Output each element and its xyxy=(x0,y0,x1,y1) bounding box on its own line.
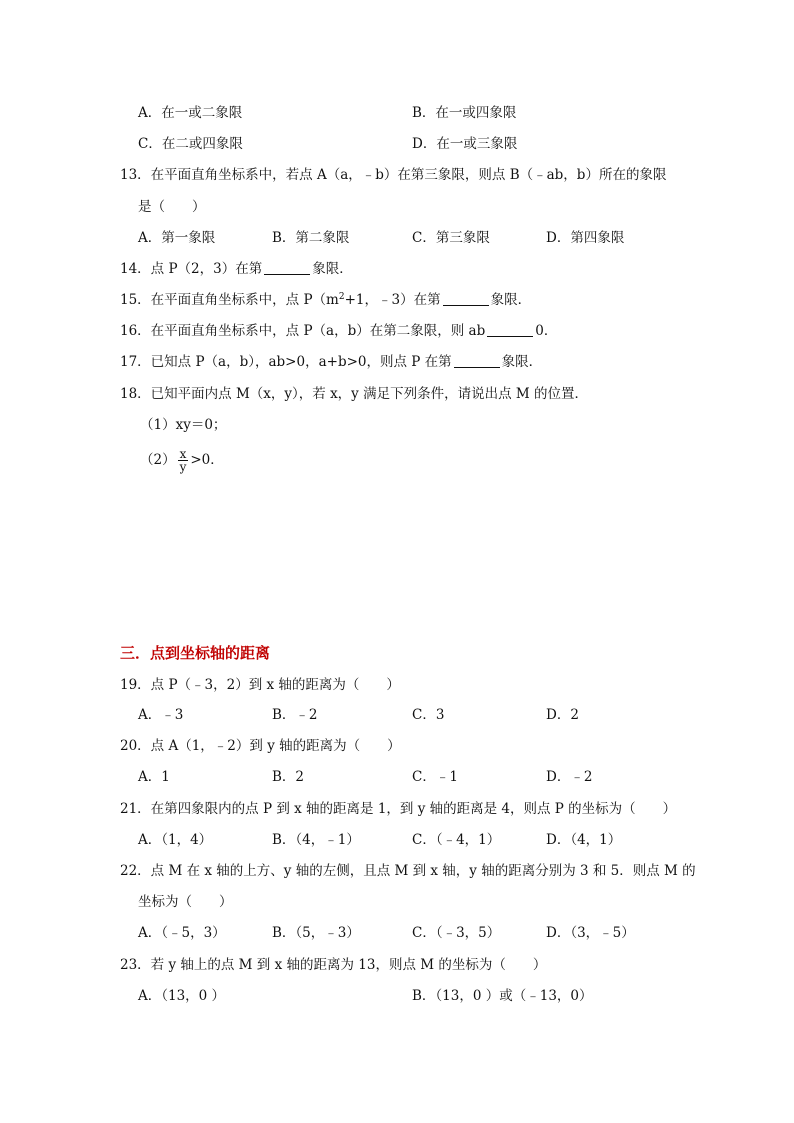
q21-option-c: C．（﹣4，1） xyxy=(412,832,501,848)
q13-stem-line2: 是（ ） xyxy=(138,199,206,215)
q12-option-a: A．在一或二象限 xyxy=(138,105,243,121)
q13-option-d: D．第四象限 xyxy=(546,230,625,246)
q20-option-a: A．1 xyxy=(138,769,170,785)
q22-stem-line2: 坐标为（ ） xyxy=(138,894,233,910)
q22-option-b: B．（5，﹣3） xyxy=(272,925,360,941)
q21-option-a: A．（1，4） xyxy=(138,832,213,848)
q15-text-after: 象限． xyxy=(490,292,532,308)
q12-option-d: D．在一或三象限 xyxy=(412,136,518,152)
q22-option-c: C．（﹣3，5） xyxy=(412,925,501,941)
q17-stem xyxy=(120,353,542,371)
q20-stem: 20．点 A（1，﹣2）到 y 轴的距离为（ ） xyxy=(120,738,401,754)
q13-option-c: C．第三象限 xyxy=(412,230,490,246)
q22-option-a: A．（﹣5，3） xyxy=(138,925,226,941)
q20-option-b: B．2 xyxy=(272,769,305,785)
q19-option-c: C．3 xyxy=(412,707,445,723)
q16-answer-blank[interactable] xyxy=(487,322,533,337)
q18-fraction-numerator: x xyxy=(179,447,187,461)
q13-option-a: A．第一象限 xyxy=(138,230,216,246)
q13-option-b: B．第二象限 xyxy=(272,230,350,246)
q18-stem: 18．已知平面内点 M（x，y），若 x，y 满足下列条件，请说出点 M 的位置． xyxy=(120,386,589,402)
q21-option-d: D．（4，1） xyxy=(546,832,622,848)
q19-stem: 19．点 P（﹣3，2）到 x 轴的距离为（ ） xyxy=(120,677,400,693)
q23-stem: 23．若 y 轴上的点 M 到 x 轴的距离为 13，则点 M 的坐标为（ ） xyxy=(120,957,547,973)
q17-answer-blank[interactable] xyxy=(454,353,500,368)
q23-option-b: B．（13，0 ）或（﹣13，0） xyxy=(412,988,593,1004)
q14-text-before: 14．点 P（2，3）在第 xyxy=(120,261,263,277)
q12-option-b: B．在一或四象限 xyxy=(412,105,517,121)
q16-stem xyxy=(120,322,557,340)
q15-answer-blank[interactable] xyxy=(443,291,489,306)
q15-exponent: 2 xyxy=(338,292,345,302)
q18-sub2-prefix: （2） xyxy=(140,452,176,468)
q20-option-d: D．﹣2 xyxy=(546,769,593,785)
q20-option-c: C．﹣1 xyxy=(412,769,458,785)
q21-stem: 21．在第四象限内的点 P 到 x 轴的距离是 1，到 y 轴的距离是 4，则点 P 的坐标为（ ） xyxy=(120,801,677,817)
q19-option-b: B．﹣2 xyxy=(272,707,318,723)
q17-text-after: 象限． xyxy=(501,354,543,370)
q22-stem-line1: 22．点 M 在 x 轴的上方、y 轴的左侧，且点 M 到 x 轴，y 轴的距离分别为 3 和 5．则点 M 的 xyxy=(120,863,696,879)
q14-stem xyxy=(120,260,353,278)
q15-stem xyxy=(120,291,531,309)
q23-option-a: A．（13，0 ） xyxy=(138,988,226,1004)
q16-text-after: 0． xyxy=(535,323,558,339)
q22-option-d: D．（3，﹣5） xyxy=(546,925,635,941)
q18-sub1: （1）xy＝0； xyxy=(140,417,227,433)
q17-text-before: 17．已知点 P（a，b），ab>0，a+b>0，则点 P 在第 xyxy=(120,354,452,370)
q14-text-after: 象限． xyxy=(312,261,353,277)
q19-option-a: A．﹣3 xyxy=(138,707,184,723)
section-title: 三．点到坐标轴的距离 xyxy=(120,644,271,662)
q15-text-mid: +1，﹣3）在第 xyxy=(344,292,441,308)
q13-stem-line1: 13．在平面直角坐标系中，若点 A（a，﹣b）在第三象限，则点 B（﹣ab，b）所在的象限 xyxy=(120,167,667,183)
q19-option-d: D．2 xyxy=(546,707,579,723)
q18-fraction-denominator: y xyxy=(179,460,187,474)
q18-sub2-suffix: >0． xyxy=(190,452,224,468)
q12-option-c: C．在二或四象限 xyxy=(138,136,243,152)
q16-text-before: 16．在平面直角坐标系中，点 P（a，b）在第二象限，则 ab xyxy=(120,323,486,339)
q18-fraction xyxy=(178,448,189,473)
q18-sub2 xyxy=(140,447,224,473)
q21-option-b: B．（4，﹣1） xyxy=(272,832,360,848)
q14-answer-blank[interactable] xyxy=(264,260,310,275)
q15-text-before: 15．在平面直角坐标系中，点 P（m xyxy=(120,292,339,308)
